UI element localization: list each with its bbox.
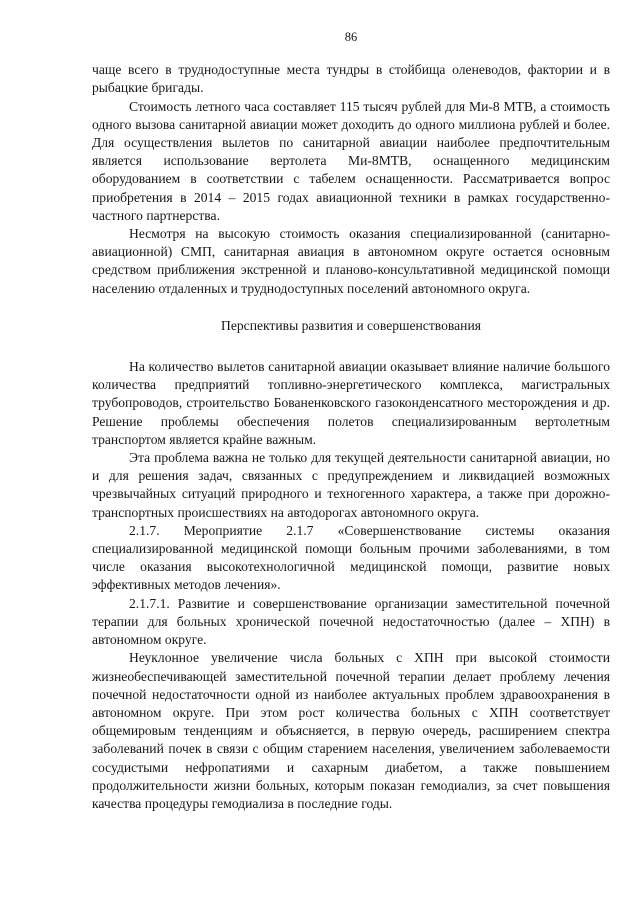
paragraph-flights-influence: На количество вылетов санитарной авиации оказывает влияние наличие большого количества предприятий топливно-энергетического комплекса, магистральных трубопроводов, строительство Бованенковского газоконденсатного месторождения и др. Решение проблемы обеспечения полетов специализированным вертолетным транспортом является крайне важным. bbox=[92, 359, 610, 447]
bottom-text-block bbox=[92, 358, 610, 813]
page-number: 86 bbox=[344, 30, 358, 44]
paragraph-flight-cost: Стоимость летного часа составляет 115 тысяч рублей для Ми-8 МТВ, а стоимость одного вызова санитарной авиации может доходить до одного миллиона рублей и более. Для осуществления вылетов по санитарной авиации наиболее предпочтительным является использование вертолета Ми-8МТВ, оснащенного медицинским оборудованием в соответствии с табелем оснащенности. Рассматривается вопрос приобретения в 2014 – 2015 годах авиационной техники в рамках государственно-частного партнерства. bbox=[92, 98, 610, 223]
paragraph-chronic-renal-failure: Неуклонное увеличение числа больных с ХПН при высокой стоимости жизнеобеспечивающей заместительной почечной терапии делает проблему лечения почечной недостаточности одной из наиболее актуальных проблем здравоохранения в автономном округе. При этом рост количества больных с ХПН соответствует общемировым тенденциям и объясняется, в первую очередь, расширением спектра заболеваний почек в связи с общим старением населения, увеличением заболеваемости сосудистыми нефропатиями и сахарным диабетом, а также повышением продолжительности жизни больных, которым показан гемодиализ, за счет повышения качества процедуры гемодиализа в последние годы. bbox=[92, 650, 610, 811]
paragraph-measure-2-1-7: 2.1.7. Мероприятие 2.1.7 «Совершенствование системы оказания специализированной медицинской помощи больным прочими заболеваниями, в том числе оказания высокотехнологичной медицинской помощи, развитие новых эффективных методов лечения». bbox=[92, 522, 610, 593]
paragraph-problem-importance: Эта проблема важна не только для текущей деятельности санитарной авиации, но и для решения задач, связанных с предупреждением и ликвидацией возможных чрезвычайных ситуаций природного и техногенного характера, а также при дорожно-транспортных происшествиях на автодорогах автономного округа. bbox=[92, 450, 610, 520]
section-heading: Перспективы развития и совершенствования bbox=[221, 317, 481, 333]
paragraph-continuation: чаще всего в труднодоступные места тундры в стойбища оленеводов, фактории и в рыбацкие бригады. bbox=[92, 62, 610, 96]
paragraph-sanitary-aviation: Несмотря на высокую стоимость оказания специализированной (санитарно-авиационной) СМП, санитарная авиация в автономном округе остается основным средством приближения экстренной и планово-консультативной медицинской помощи населению отдаленных и труднодоступных поселений автономного округа. bbox=[92, 226, 610, 296]
paragraph-measure-2-1-7-1: 2.1.7.1. Развитие и совершенствование организации заместительной почечной терапии для больных хронической почечной недостаточностью (далее – ХПН) в автономном округе. bbox=[92, 595, 610, 648]
top-text-block bbox=[92, 61, 610, 298]
